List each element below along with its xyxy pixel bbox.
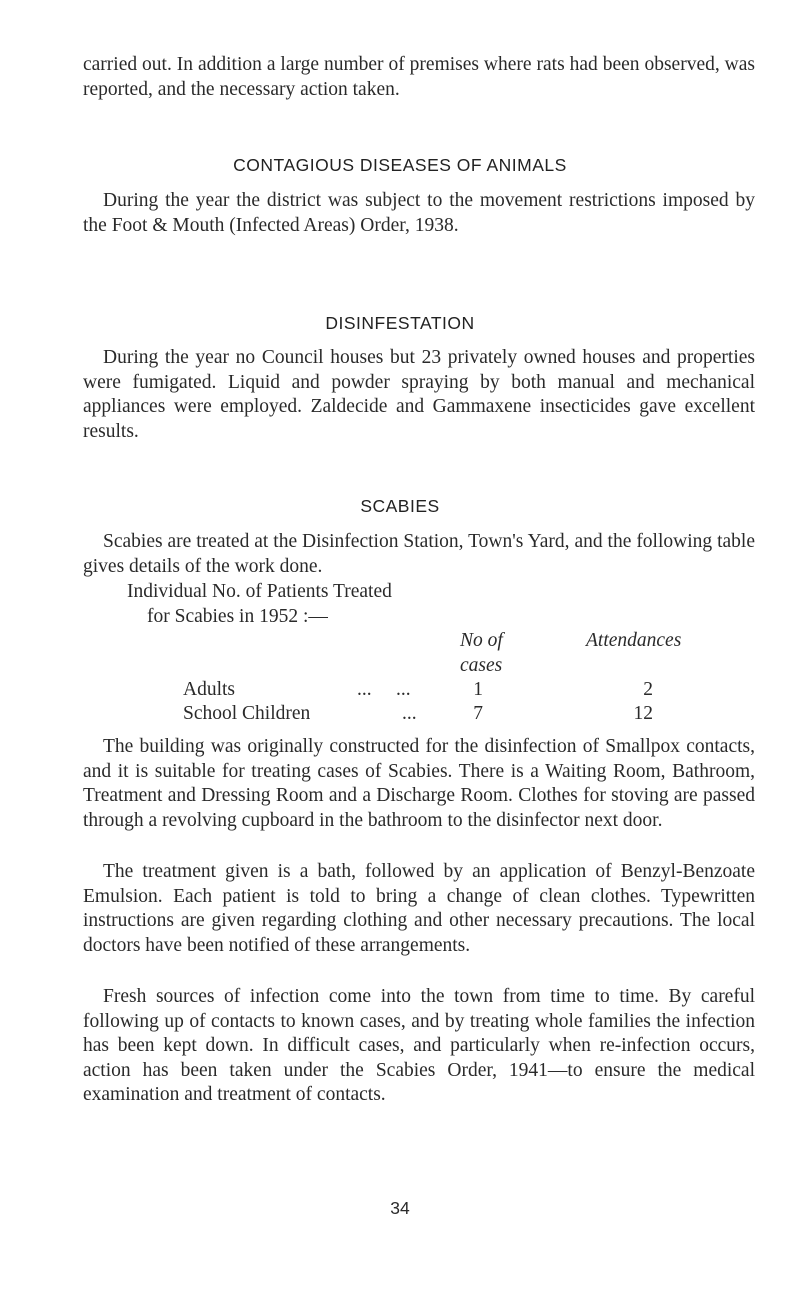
page-number: 34: [390, 1198, 410, 1218]
table-intro: [127, 580, 727, 629]
column-header-cases: [460, 629, 503, 678]
column-header-attendances: Attendances: [586, 630, 682, 651]
paragraph-fresh-sources: Fresh sources of infection come into the town from time to time. By careful following up of contacts to known cases, and by treating whole families the infection has been kept down. In difficult cases, and particularly when re-infection occurs, action has been taken under the Scabies Order, 1941—to ensure the medical examination and treatment of contacts.: [83, 986, 755, 1105]
row-cases: 7: [473, 703, 483, 724]
row-cases: 1: [473, 679, 483, 700]
row-leader-dots: ...: [402, 703, 417, 724]
row-attendances: 12: [633, 703, 653, 724]
column-header-cases-line2: cases: [460, 654, 503, 676]
row-leader-dots: ... ...: [357, 679, 411, 700]
paragraph-rats: carried out. In addition a large number of premises where rats had been observed, was reported, and the necessary action taken.: [83, 54, 755, 100]
paragraph-disinfestation: During the year no Council houses but 23 privately owned houses and properties were fumigated. Liquid and powder spraying by both manual and mechanical appliances were employed. Zaldecide and Gammaxene insecticides gave excellent results.: [83, 347, 755, 442]
paragraph-contagious-diseases: During the year the district was subject to the movement restrictions imposed by the Foot & Mouth (Infected Areas) Order, 1938.: [83, 190, 755, 236]
heading-disinfestation: DISINFESTATION: [325, 313, 475, 333]
row-attendances: 2: [643, 679, 653, 700]
table-intro-line1: Individual No. of Patients Treated: [127, 581, 392, 602]
column-header-cases-line1: No of: [460, 630, 503, 651]
heading-scabies: SCABIES: [360, 496, 440, 516]
paragraph-scabies: Scabies are treated at the Disinfection Station, Town's Yard, and the following table gives details of the work done.: [83, 531, 755, 577]
paragraph-building: The building was originally constructed for the disinfection of Smallpox contacts, and it is suitable for treating cases of Scabies. There is a Waiting Room, Bathroom, Treatment and Dressing Room and a Discharge Room. Clothes for stoving are passed through a revolving cupboard in the bathroom to the disinfector next door.: [83, 736, 755, 831]
table-intro-line2: for Scabies in 1952 :—: [147, 605, 328, 627]
heading-contagious-diseases: CONTAGIOUS DISEASES OF ANIMALS: [233, 155, 567, 175]
row-label: School Children: [183, 703, 311, 724]
paragraph-treatment: The treatment given is a bath, followed by an application of Benzyl-Benzoate Emulsion. Each patient is told to bring a change of clean clothes. Typewritten instructions are given regarding clothing and other necessary precautions. The local doctors have been notified of these arrangements.: [83, 861, 755, 956]
row-label: Adults: [183, 679, 236, 700]
